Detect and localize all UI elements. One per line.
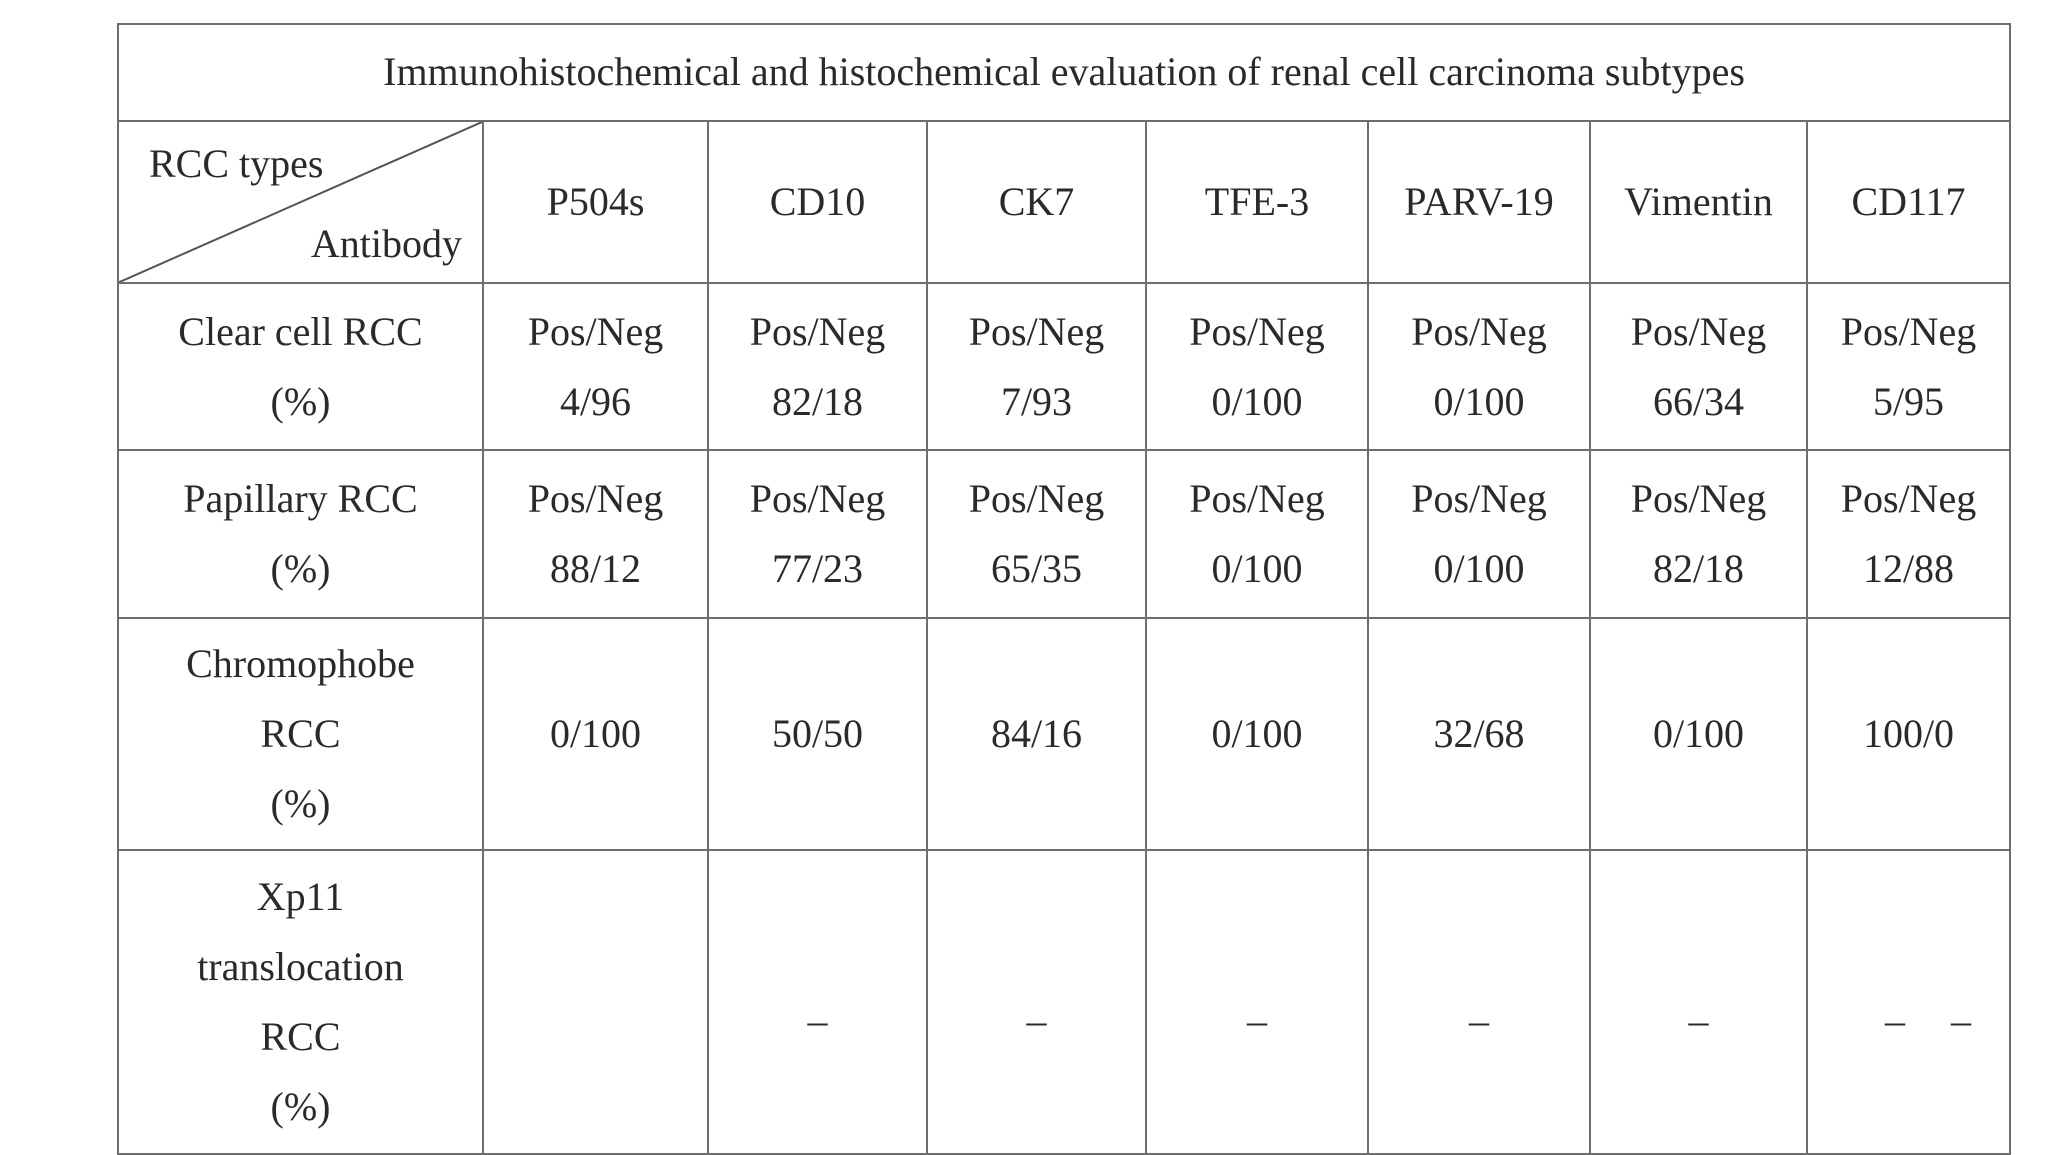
table-row (118, 450, 2010, 617)
table-cell (1807, 283, 2010, 450)
table-cell (1146, 283, 1368, 450)
cell-value: 65/35 (990, 546, 1083, 592)
cell-header: Pos/Neg (1840, 308, 1977, 354)
cell-value: 88/12 (549, 546, 642, 592)
table-cell (1146, 850, 1368, 1154)
cell-value: 4/96 (559, 378, 632, 424)
cell-value: 12/88 (1862, 546, 1955, 592)
cell-value: 0/100 (549, 710, 642, 756)
cell-value: 0/100 (1433, 378, 1525, 424)
table-cell (1368, 850, 1590, 1154)
antibody-header: CK7 (927, 121, 1146, 283)
antibody-header: CD10 (708, 121, 927, 283)
cell-header: Pos/Neg (1411, 476, 1547, 522)
cell-header: Pos/Neg (1630, 308, 1767, 354)
cell-header: Pos/Neg (527, 308, 664, 354)
table-cell (1368, 283, 1590, 450)
row-label-line: Papillary RCC (183, 476, 418, 522)
table-cell (1146, 618, 1368, 850)
row-label-line: translocation (197, 943, 404, 989)
cell-value: 0/100 (1211, 546, 1303, 592)
cell-value: – (1688, 997, 1709, 1043)
cell-value: 82/18 (1652, 546, 1745, 592)
row-label-line: Chromophobe (186, 640, 415, 686)
cell-header: Pos/Neg (749, 308, 886, 354)
cell-value: – (807, 997, 828, 1043)
table-cell (708, 450, 927, 617)
row-label-line: Clear cell RCC (178, 308, 423, 354)
table-cell (1146, 450, 1368, 617)
cell-header: Pos/Neg (1411, 308, 1547, 354)
cell-value: – (1469, 997, 1489, 1043)
cell-header: Pos/Neg (527, 476, 664, 522)
row-label-line: RCC (260, 1013, 341, 1059)
cell-value: – (1026, 997, 1047, 1043)
antibody-header: CD117 (1807, 121, 2010, 283)
row-label-line: Xp11 (256, 873, 345, 919)
cell-value: 0/100 (1652, 710, 1745, 756)
table-cell (1807, 450, 2010, 617)
row-label (118, 283, 483, 450)
row-label-line: (%) (270, 1083, 331, 1129)
table-cell (1590, 618, 1807, 850)
cell-value: 84/16 (990, 710, 1083, 756)
table-cell (927, 450, 1146, 617)
cell-value: 77/23 (771, 546, 864, 592)
table-cell (483, 618, 708, 850)
antibody-header: PARV-19 (1368, 121, 1590, 283)
cell-value: 100/0 (1862, 710, 1955, 756)
table-row (118, 283, 2010, 450)
cell-header: Pos/Neg (968, 308, 1105, 354)
cell-value: – (1247, 997, 1267, 1043)
antibody-header: Vimentin (1590, 121, 1807, 283)
table-cell (1807, 850, 2010, 1154)
cell-value: – – (1885, 997, 1990, 1043)
antibody-header: TFE-3 (1146, 121, 1368, 283)
row-label (118, 618, 483, 850)
table-cell (708, 283, 927, 450)
table-cell (708, 850, 927, 1154)
table-cell (483, 450, 708, 617)
table-row (118, 850, 2010, 1154)
table-cell (483, 283, 708, 450)
cell-value: 0/100 (1211, 710, 1303, 756)
table-cell (1590, 850, 1807, 1154)
cell-header: Pos/Neg (749, 476, 886, 522)
table-cell (1807, 618, 2010, 850)
cell-value: 50/50 (771, 710, 864, 756)
table-cell (927, 283, 1146, 450)
table-title: Immunohistochemical and histochemical evaluation of renal cell carcinoma subtypes (118, 24, 2010, 121)
antibody-header: P504s (483, 121, 708, 283)
cell-value: 0/100 (1433, 546, 1525, 592)
table-row (118, 618, 2010, 850)
table-cell (1590, 450, 1807, 617)
cell-header: Pos/Neg (1189, 476, 1325, 522)
rows-axis-label: RCC types (149, 140, 324, 186)
row-label-line: (%) (270, 546, 331, 592)
cell-header: Pos/Neg (1189, 308, 1325, 354)
cell-value: 32/68 (1433, 710, 1525, 756)
row-label (118, 450, 483, 617)
cell-value: 0/100 (1211, 378, 1303, 424)
header-row (118, 121, 2010, 283)
cell-value: 82/18 (771, 378, 864, 424)
row-label-line: (%) (270, 378, 331, 424)
table-cell (1368, 450, 1590, 617)
cell-header: Pos/Neg (1840, 476, 1977, 522)
row-label (118, 850, 483, 1154)
table-cell (927, 850, 1146, 1154)
cols-axis-label: Antibody (310, 221, 462, 267)
table-cell (708, 618, 927, 850)
row-label-line: RCC (260, 710, 341, 756)
cell-header: Pos/Neg (1630, 476, 1767, 522)
table-cell (483, 850, 708, 1154)
table-cell (927, 618, 1146, 850)
row-label-line: (%) (270, 780, 331, 826)
ihc-table (117, 23, 2011, 1155)
cell-value: 5/95 (1872, 378, 1945, 424)
corner-cell (118, 121, 483, 283)
cell-value: 66/34 (1652, 378, 1745, 424)
table-cell (1590, 283, 1807, 450)
table-cell (1368, 618, 1590, 850)
cell-header: Pos/Neg (968, 476, 1105, 522)
cell-value: 7/93 (1000, 378, 1073, 424)
